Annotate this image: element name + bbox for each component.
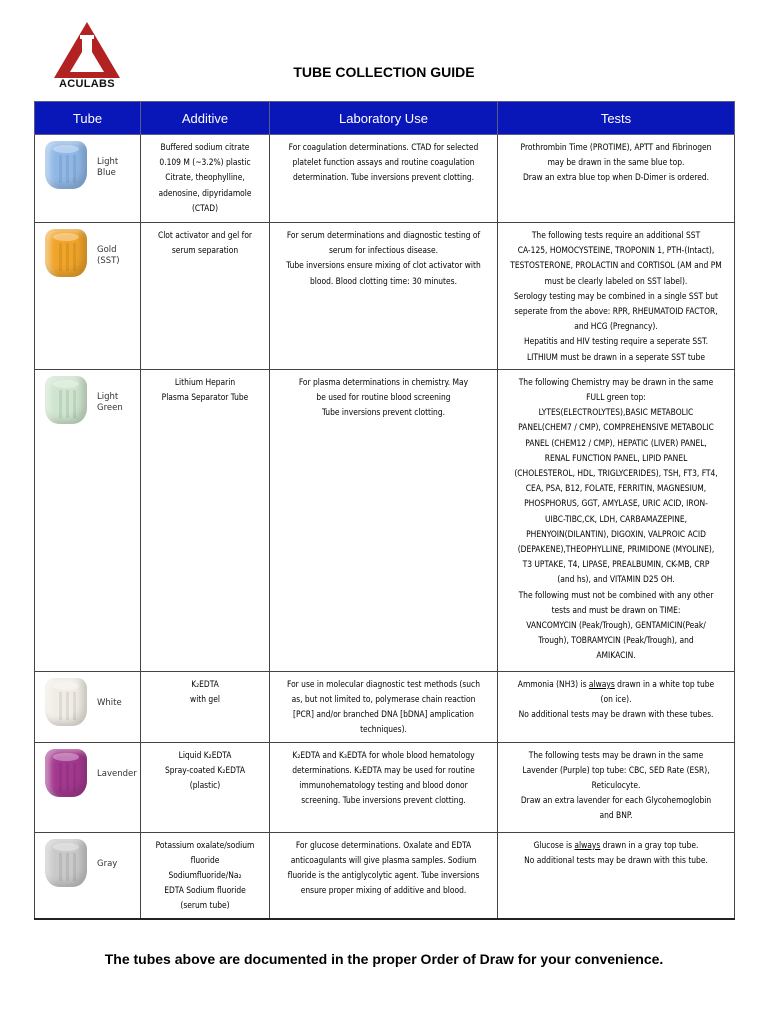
tube-guide-table <box>34 101 735 920</box>
text-line: VANCOMYCIN (Peak/Trough), GENTAMICIN(Peak/ <box>526 620 706 631</box>
header-tube: Tube <box>35 102 141 135</box>
text-line: (serum tube) <box>180 900 230 911</box>
header-tests: Tests <box>498 102 735 135</box>
table-header-row <box>35 102 735 135</box>
text-line: (and hs), and VITAMIN D25 OH. <box>557 574 675 585</box>
text-line: PANEL(CHEM7 / CMP), COMPREHENSIVE METABOLIC <box>518 422 714 433</box>
text-line: (on ice). <box>600 694 632 705</box>
tube-cell <box>35 832 141 919</box>
tube-cap-icon <box>45 839 87 887</box>
lab-use-cell <box>270 671 498 742</box>
tube-cell <box>35 223 141 370</box>
tests-cell <box>498 223 735 370</box>
text-line: Tube inversions prevent clotting. <box>321 407 446 418</box>
text-line: TESTOSTERONE, PROLACTIN and CORTISOL (AM and PM <box>510 260 722 271</box>
text-line: Citrate, theophylline, <box>165 172 245 183</box>
text-line: The following must not be combined with any other <box>518 589 714 600</box>
text-line: Prothrombin Time (PROTIME), APTT and Fibrinogen <box>520 142 712 152</box>
text-line: Spray-coated K₂EDTA <box>164 764 246 775</box>
text-line: determinations. K₂EDTA may be used for routine <box>292 764 475 775</box>
text-line: and BNP. <box>599 810 633 821</box>
text-line: (CTAD) <box>191 202 219 213</box>
tube-cap-icon <box>45 749 87 797</box>
text-line: For glucose determinations. Oxalate and EDTA <box>295 839 472 850</box>
table-row <box>35 742 735 832</box>
text-line: K₂EDTA <box>191 678 219 689</box>
text-line: No additional tests may be drawn with this tube. <box>524 854 708 865</box>
text-line: [PCR] and/or branched DNA [bDNA] amplication <box>293 709 474 720</box>
text-line: For serum determinations and diagnostic testing of <box>286 230 481 240</box>
text-line: Glucose is always drawn in a gray top tube. <box>533 839 699 850</box>
text-line: Clot activator and gel for <box>157 230 253 240</box>
table-row <box>35 135 735 223</box>
tube-label: Gold (SST) <box>97 245 120 266</box>
text-line: For use in molecular diagnostic test methods (such <box>287 678 480 689</box>
text-line: as, but not limited to, polymerase chain reaction <box>291 694 476 705</box>
tube-label: Light Blue <box>97 157 119 178</box>
text-line: For coagulation determinations. CTAD for selected <box>288 142 479 152</box>
text-line: The following tests may be drawn in the same <box>528 749 704 760</box>
text-line: fluoride is the antiglycolytic agent. Tube inversions <box>287 870 480 881</box>
text-line: and HCG (Pregnancy). <box>574 321 658 332</box>
text-line: platelet function assays and routine coagulation <box>292 157 475 168</box>
text-line: CEA, PSA, B12, FOLATE, FERRITIN, MAGNESIUM, <box>525 483 707 494</box>
text-line: Tube inversions ensure mixing of clot activator with <box>286 260 481 271</box>
tests-cell <box>498 671 735 742</box>
tube-label: Light Green <box>97 391 123 413</box>
text-line: Draw an extra blue top when D-Dimer is ordered. <box>522 172 710 183</box>
lab-use-cell <box>270 832 498 919</box>
tests-cell <box>498 135 735 223</box>
text-line: Trough), TOBRAMYCIN (Peak/Trough), and <box>538 635 694 646</box>
text-line: LYTES(ELECTROLYTES),BASIC METABOLIC <box>538 407 694 418</box>
text-line: screening. Tube inversions prevent clotting. <box>301 795 466 806</box>
tube-cell <box>35 671 141 742</box>
text-line: Lithium Heparin <box>174 376 236 387</box>
text-line: anticoagulants will give plasma samples. Sodium <box>290 854 477 865</box>
table-row <box>35 369 735 671</box>
text-line: Reticulocyte. <box>591 780 641 791</box>
tests-cell <box>498 742 735 832</box>
tube-cell <box>35 369 141 671</box>
text-line: No additional tests may be drawn with these tubes. <box>518 709 714 720</box>
text-line: RENAL FUNCTION PANEL, LIPID PANEL <box>544 452 688 463</box>
tube-cap-icon <box>45 141 87 189</box>
tube-cap-icon <box>45 678 87 726</box>
page-title: TUBE COLLECTION GUIDE <box>293 64 475 80</box>
text-line: K₂EDTA and K₃EDTA for whole blood hematology <box>292 749 475 760</box>
text-line: immunohematology testing and blood donor <box>299 780 468 791</box>
table-row <box>35 671 735 742</box>
text-line: Serology testing may be combined in a single SST but <box>513 290 719 301</box>
text-line: seperate from the above: RPR, RHEUMATOID FACTOR, <box>514 306 718 317</box>
text-line: Potassium oxalate/sodium <box>155 839 255 850</box>
text-line: determination. Tube inversions prevent clotting. <box>292 172 475 183</box>
additive-cell <box>141 223 270 370</box>
text-line: PHOSPHORUS, GGT, AMYLASE, URIC ACID, IRON- <box>524 498 708 509</box>
tube-label: Lavender <box>97 768 137 779</box>
tube-label: White <box>97 697 122 708</box>
header-lab-use: Laboratory Use <box>270 102 498 135</box>
header-additive: Additive <box>141 102 270 135</box>
tube-cell <box>35 135 141 223</box>
logo-text: ACULABS <box>59 78 115 90</box>
tube-cap-icon <box>45 376 87 424</box>
text-line: T3 UPTAKE, T4, LIPASE, PREALBUMIN, CK-MB, CRP <box>522 559 710 570</box>
tests-cell <box>498 832 735 919</box>
text-line: must be clearly labeled on SST label). <box>544 275 688 286</box>
text-line: Hepatitis and HIV testing require a seperate SST. <box>523 336 709 347</box>
text-line: For plasma determinations in chemistry. May <box>298 376 469 387</box>
text-line: Ammonia (NH3) is always drawn in a white top tube <box>517 678 715 689</box>
tests-cell <box>498 369 735 671</box>
text-line: Sodiumfluoride/Na₂ <box>168 870 242 881</box>
footer-note: The tubes above are documented in the proper Order of Draw for your convenience. <box>104 951 664 967</box>
text-line: EDTA Sodium fluoride <box>164 885 246 896</box>
additive-cell <box>141 369 270 671</box>
text-line: UIBC-TIBC,CK, LDH, CARBAMAZEPINE, <box>544 513 687 524</box>
lab-use-cell <box>270 369 498 671</box>
tube-label: Gray <box>97 858 118 869</box>
text-line: Buffered sodium citrate <box>160 142 250 152</box>
additive-cell <box>141 135 270 223</box>
text-line: Liquid K₂EDTA <box>178 749 232 760</box>
text-line: LITHIUM must be drawn in a seperate SST tube <box>526 351 705 362</box>
text-line: fluoride <box>190 854 220 865</box>
lab-use-cell <box>270 223 498 370</box>
additive-cell <box>141 742 270 832</box>
tube-cell <box>35 742 141 832</box>
text-line: AMIKACIN. <box>596 650 636 661</box>
additive-cell <box>141 832 270 919</box>
text-line: (plastic) <box>189 780 221 791</box>
text-line: adenosine, dipyridamole <box>158 187 252 198</box>
lab-use-cell <box>270 135 498 223</box>
table-row <box>35 832 735 919</box>
text-line: The following Chemistry may be drawn in the same <box>518 376 714 387</box>
additive-cell <box>141 671 270 742</box>
text-line: PANEL (CHEM12 / CMP), HEPATIC (LIVER) PANEL, <box>525 437 707 448</box>
text-line: blood. Blood clotting time: 30 minutes. <box>310 275 457 286</box>
text-line: CA-125, HOMOCYSTEINE, TROPONIN 1, PTH-(Intact), <box>517 245 715 256</box>
text-line: Draw an extra lavender for each Glycohemoglobin <box>520 795 712 806</box>
text-line: 0.109 M (~3.2%) plastic <box>159 157 251 168</box>
text-line: FULL green top: <box>586 392 646 403</box>
text-line: PHENYOIN(DILANTIN), DIGOXIN, VALPROIC ACID <box>526 528 706 539</box>
text-line: Plasma Separator Tube <box>161 392 249 403</box>
text-line: serum for infectious disease. <box>329 245 438 256</box>
text-line: (CHOLESTEROL, HDL, TRIGLYCERIDES), TSH, FT3, FT4, <box>514 468 718 479</box>
text-line: be used for routine blood screening <box>316 392 451 403</box>
text-line: The following tests require an additional SST <box>531 230 701 240</box>
lab-use-cell <box>270 742 498 832</box>
text-line: techniques). <box>360 724 407 735</box>
text-line: Lavender (Purple) top tube: CBC, SED Rate (ESR), <box>522 764 710 775</box>
tube-cap-icon <box>45 229 87 277</box>
text-line: serum separation <box>171 245 239 256</box>
text-line: tests and must be drawn on TIME: <box>551 604 681 615</box>
text-line: (DEPAKENE),THEOPHYLLINE, PRIMIDONE (MYOLINE), <box>517 544 715 555</box>
aculabs-logo <box>52 20 122 92</box>
text-line: with gel <box>190 694 220 705</box>
table-row <box>35 223 735 370</box>
text-line: may be drawn in the same blue top. <box>547 157 685 168</box>
text-line: ensure proper mixing of additive and blood. <box>300 885 467 896</box>
